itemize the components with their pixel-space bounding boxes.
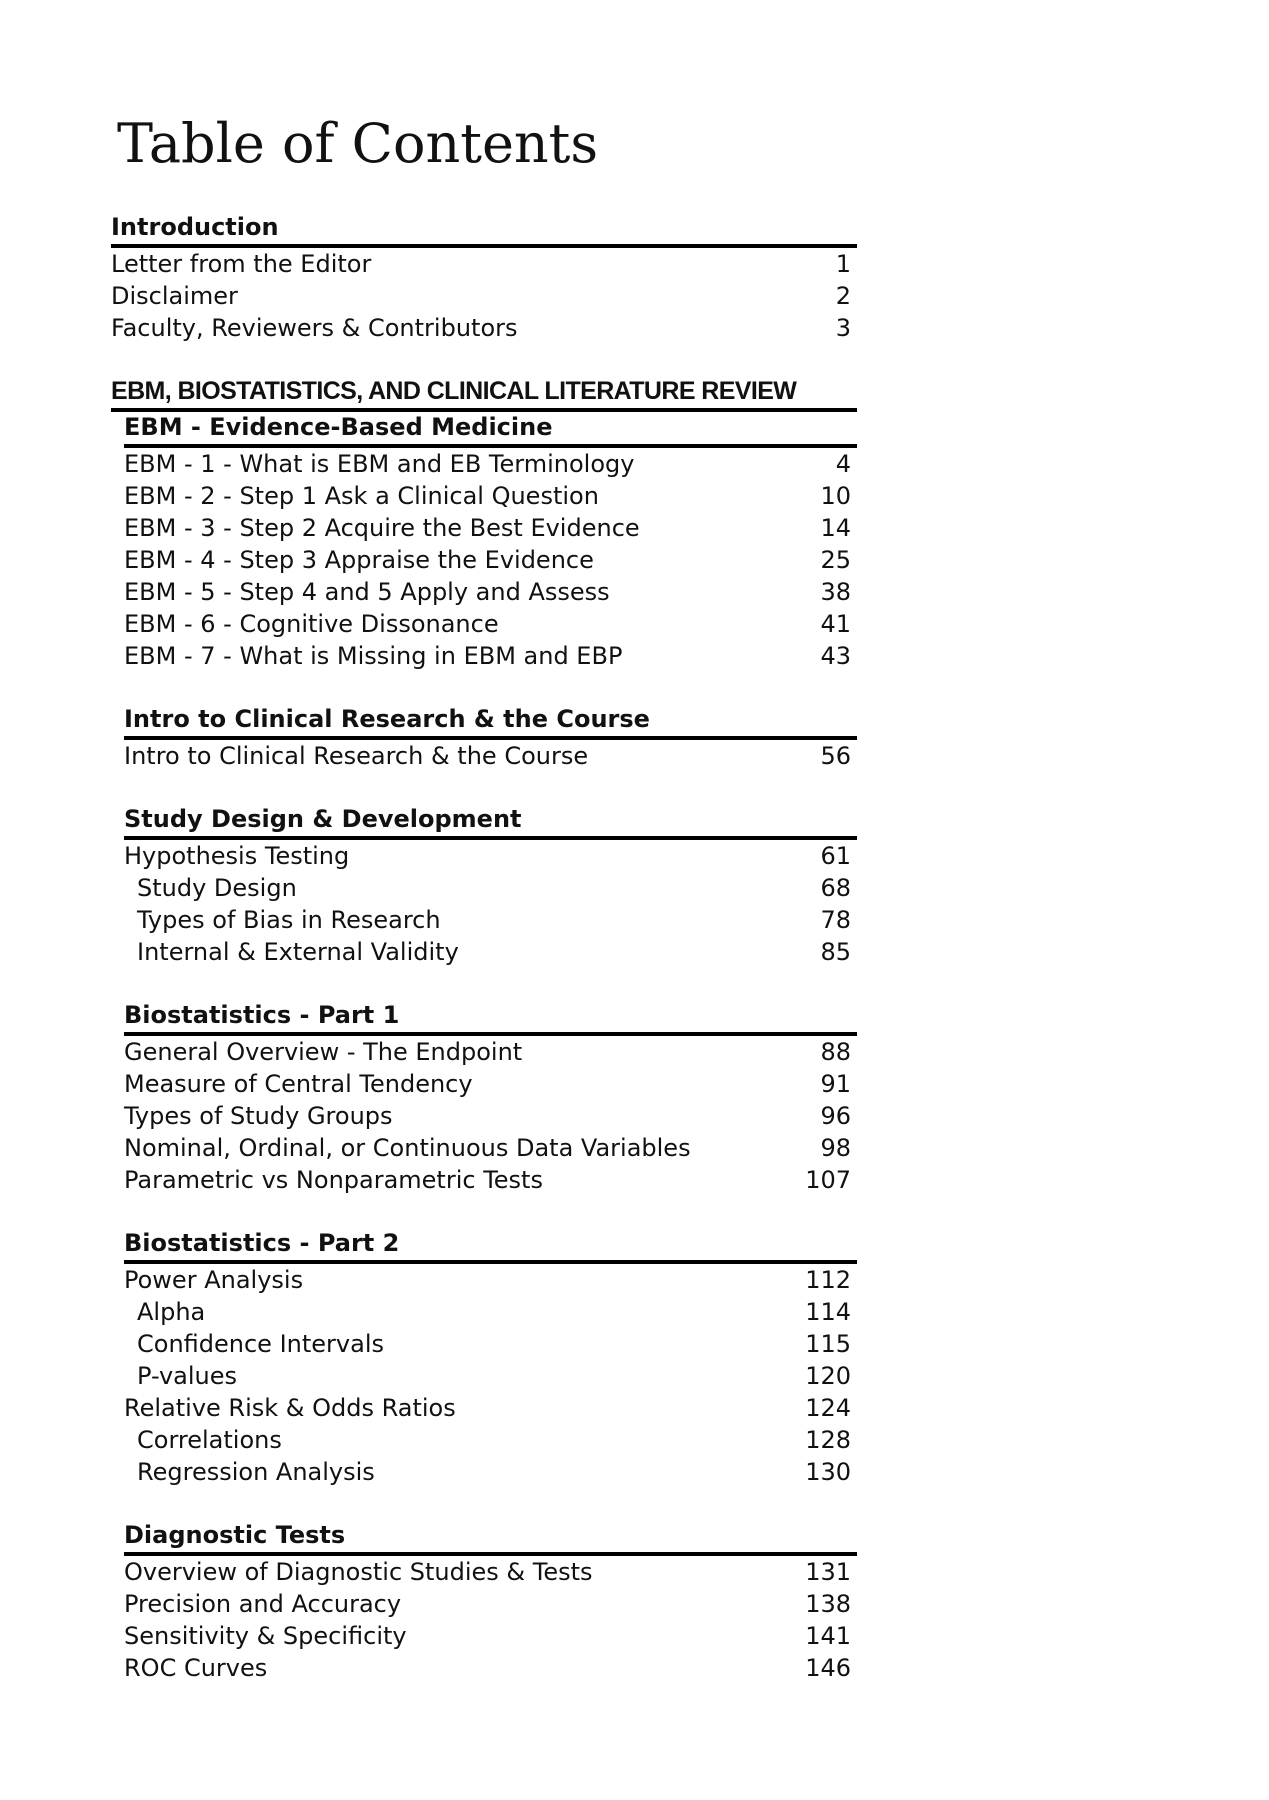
- section-heading-ebm-biostatistics: EBM, BIOSTATISTICS, AND CLINICAL LITERATURE REVIEW: [111, 377, 797, 405]
- toc-entry-title: Faculty, Reviewers & Contributors: [111, 314, 518, 342]
- toc-entry-page: 85: [820, 938, 851, 966]
- toc-entry-title: Sensitivity & Specificity: [124, 1622, 407, 1650]
- toc-entry[interactable]: [124, 1164, 857, 1196]
- toc-entry-page: 2: [835, 282, 851, 310]
- toc-entry-page: 114: [805, 1298, 851, 1326]
- toc-entry-page: 25: [820, 546, 851, 574]
- toc-entry[interactable]: [124, 1036, 857, 1068]
- toc-entry[interactable]: [124, 1620, 857, 1652]
- toc-entry-page: 98: [820, 1134, 851, 1162]
- subsection-entries-ebm: [111, 448, 857, 672]
- toc-entry-title: EBM - 7 - What is Missing in EBM and EBP: [124, 642, 623, 670]
- toc-entry[interactable]: [124, 640, 857, 672]
- toc-entry[interactable]: [124, 1588, 857, 1620]
- toc-entry[interactable]: [124, 936, 857, 968]
- toc-entry-page: 78: [820, 906, 851, 934]
- toc-entry-title: EBM - 1 - What is EBM and EB Terminology: [124, 450, 635, 478]
- toc-entry[interactable]: [124, 512, 857, 544]
- toc-entry-title: Intro to Clinical Research & the Course: [124, 742, 589, 770]
- subsection-entries-intro-clinical-research: [111, 740, 857, 772]
- toc-entry-page: 38: [820, 578, 851, 606]
- toc-entry-title: EBM - 4 - Step 3 Appraise the Evidence: [124, 546, 594, 574]
- toc-entry-title: Types of Bias in Research: [137, 906, 441, 934]
- toc-entry[interactable]: [124, 1100, 857, 1132]
- toc-entry[interactable]: [124, 1652, 857, 1684]
- toc-entry-page: 43: [820, 642, 851, 670]
- toc-entry-title: Study Design: [137, 874, 297, 902]
- subsection-heading-diagnostic-tests: Diagnostic Tests: [124, 1521, 346, 1549]
- toc-entry[interactable]: [124, 1328, 857, 1360]
- toc-entry-title: EBM - 5 - Step 4 and 5 Apply and Assess: [124, 578, 610, 606]
- toc-entry[interactable]: [124, 1296, 857, 1328]
- subsection-entries-biostatistics-part-1: [111, 1036, 857, 1196]
- toc-entry[interactable]: [124, 1264, 857, 1296]
- toc-entry-page: 146: [805, 1654, 851, 1682]
- toc-entry[interactable]: [111, 312, 857, 344]
- toc-entry-title: ROC Curves: [124, 1654, 268, 1682]
- toc-entry[interactable]: [111, 248, 857, 280]
- subsection-entries-study-design: [111, 840, 857, 968]
- toc-entry[interactable]: [124, 448, 857, 480]
- toc-entry[interactable]: [124, 1556, 857, 1588]
- toc-entry[interactable]: [124, 904, 857, 936]
- toc-entry-title: EBM - 2 - Step 1 Ask a Clinical Question: [124, 482, 599, 510]
- section-entries-introduction: [111, 248, 857, 344]
- toc-entry[interactable]: [124, 1068, 857, 1100]
- toc-entry-page: 107: [805, 1166, 851, 1194]
- toc-entry-page: 41: [820, 610, 851, 638]
- toc-entry[interactable]: [124, 1392, 857, 1424]
- toc-entry-page: 61: [820, 842, 851, 870]
- toc-entry-page: 10: [820, 482, 851, 510]
- toc-entry-page: 124: [805, 1394, 851, 1422]
- toc-entry[interactable]: [124, 1132, 857, 1164]
- toc-entry-page: 14: [820, 514, 851, 542]
- subsection-heading-biostatistics-part-2: Biostatistics - Part 2: [124, 1229, 400, 1257]
- toc-entry-title: Regression Analysis: [137, 1458, 375, 1486]
- toc-entry-page: 131: [805, 1558, 851, 1586]
- toc-entry[interactable]: [111, 280, 857, 312]
- toc-entry-page: 68: [820, 874, 851, 902]
- toc-entry-page: 88: [820, 1038, 851, 1066]
- toc-entry-title: General Overview - The Endpoint: [124, 1038, 523, 1066]
- page-title: Table of Contents: [117, 112, 599, 175]
- toc-entry-title: Disclaimer: [111, 282, 238, 310]
- toc-entry-page: 128: [805, 1426, 851, 1454]
- toc-entry[interactable]: [124, 544, 857, 576]
- toc-entry-title: Precision and Accuracy: [124, 1590, 402, 1618]
- toc-entry-title: Measure of Central Tendency: [124, 1070, 473, 1098]
- subsection-heading-study-design: Study Design & Development: [124, 805, 522, 833]
- toc-entry-page: 141: [805, 1622, 851, 1650]
- toc-entry-title: Overview of Diagnostic Studies & Tests: [124, 1558, 593, 1586]
- subsection-heading-biostatistics-part-1: Biostatistics - Part 1: [124, 1001, 400, 1029]
- toc-entry-page: 138: [805, 1590, 851, 1618]
- toc-entry[interactable]: [124, 840, 857, 872]
- subsection-entries-biostatistics-part-2: [111, 1264, 857, 1488]
- subsection-heading-ebm: EBM - Evidence-Based Medicine: [124, 413, 553, 441]
- toc-entry-title: Internal & External Validity: [137, 938, 459, 966]
- toc-entry-page: 96: [820, 1102, 851, 1130]
- toc-entry-title: Alpha: [137, 1298, 206, 1326]
- toc-entry[interactable]: [124, 576, 857, 608]
- toc-entry-title: Types of Study Groups: [124, 1102, 393, 1130]
- toc-entry-title: EBM - 6 - Cognitive Dissonance: [124, 610, 499, 638]
- toc-entry-page: 115: [805, 1330, 851, 1358]
- toc-entry[interactable]: [124, 740, 857, 772]
- toc-entry[interactable]: [124, 1360, 857, 1392]
- toc-entry-page: 130: [805, 1458, 851, 1486]
- toc-entry-page: 91: [820, 1070, 851, 1098]
- toc-entry[interactable]: [124, 1456, 857, 1488]
- toc-entry-title: Nominal, Ordinal, or Continuous Data Variables: [124, 1134, 691, 1162]
- toc-entry-title: Correlations: [137, 1426, 282, 1454]
- toc-entry-title: Confidence Intervals: [137, 1330, 384, 1358]
- toc-entry-title: P-values: [137, 1362, 238, 1390]
- toc-entry-page: 4: [835, 450, 851, 478]
- toc-entry[interactable]: [124, 608, 857, 640]
- toc-entry-title: EBM - 3 - Step 2 Acquire the Best Evidence: [124, 514, 640, 542]
- toc-entry-title: Hypothesis Testing: [124, 842, 350, 870]
- subsection-entries-diagnostic-tests: [111, 1556, 857, 1684]
- toc-entry-page: 1: [835, 250, 851, 278]
- toc-entry[interactable]: [124, 1424, 857, 1456]
- toc-entry-page: 120: [805, 1362, 851, 1390]
- table-of-contents: [111, 212, 857, 1684]
- subsection-heading-intro-clinical-research: Intro to Clinical Research & the Course: [124, 705, 650, 733]
- toc-entry[interactable]: [124, 872, 857, 904]
- toc-entry[interactable]: [124, 480, 857, 512]
- toc-entry-title: Letter from the Editor: [111, 250, 372, 278]
- toc-entry-title: Relative Risk & Odds Ratios: [124, 1394, 456, 1422]
- toc-entry-title: Power Analysis: [124, 1266, 304, 1294]
- toc-entry-title: Parametric vs Nonparametric Tests: [124, 1166, 543, 1194]
- toc-entry-page: 112: [805, 1266, 851, 1294]
- toc-entry-page: 3: [835, 314, 851, 342]
- section-heading-introduction: Introduction: [111, 213, 279, 241]
- toc-entry-page: 56: [820, 742, 851, 770]
